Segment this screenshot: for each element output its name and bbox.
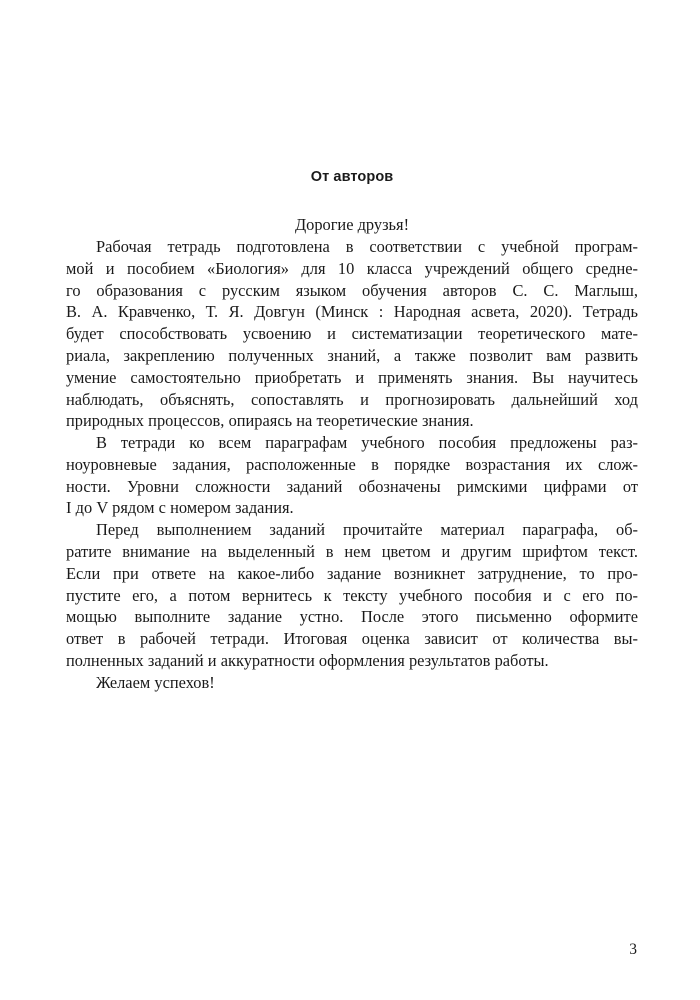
text-line: полненных заданий и аккуратности оформления результатов работы. — [66, 651, 549, 671]
paragraph-levels — [66, 432, 638, 519]
text-line: I до V рядом с номером задания. — [66, 498, 294, 518]
text-line: Желаем успехов! — [96, 672, 215, 692]
text-line: ответ в рабочей тетради. Итоговая оценка зависит от количества вы- — [66, 629, 638, 649]
text-line: ноуровневые задания, расположенные в порядке возрастания их слож- — [66, 454, 638, 474]
paragraph-intro — [66, 236, 638, 432]
salutation-line: Дорогие друзья! — [294, 215, 410, 235]
text-line: умение самостоятельно приобретать и применять знания. Вы научитесь — [66, 367, 638, 387]
text-line: ратите внимание на выделенный в нем цветом и другим шрифтом текст. — [66, 542, 638, 562]
text-line: мой и пособием «Биология» для 10 класса учреждений общего средне- — [66, 258, 638, 278]
page-content — [66, 168, 638, 694]
text-line: будет способствовать усвоению и систематизации теоретического мате- — [66, 324, 638, 344]
text-line: В тетради ко всем параграфам учебного пособия предложены раз- — [96, 433, 638, 453]
text-line: природных процессов, опираясь на теоретические знания. — [66, 411, 474, 431]
text-line: Рабочая тетрадь подготовлена в соответствии с учебной програм- — [96, 236, 638, 256]
page-number: 3 — [629, 940, 637, 958]
text-line: мощью выполните задание устно. После этого письменно оформите — [66, 607, 638, 627]
text-line: Перед выполнением заданий прочитайте материал параграфа, об- — [96, 520, 638, 540]
paragraph-instructions — [66, 519, 638, 672]
text-line: ности. Уровни сложности заданий обозначены римскими цифрами от — [66, 476, 638, 496]
text-line: наблюдать, объяснять, сопоставлять и прогнозировать дальнейший ход — [66, 389, 638, 409]
text-line: риала, закреплению полученных знаний, а также позволит вам развить — [66, 345, 638, 365]
page-title: От авторов — [310, 169, 394, 185]
text-line: пустите его, а потом вернитесь к тексту учебного пособия и с его по- — [66, 585, 638, 605]
text-line: Если при ответе на какое-либо задание возникнет затруднение, то про- — [66, 563, 638, 583]
text-line: го образования с русским языком обучения авторов С. С. Маглыш, — [66, 280, 638, 300]
text-line: В. А. Кравченко, Т. Я. Довгун (Минск : Народная асвета, 2020). Тетрадь — [66, 302, 638, 322]
paragraph-closing — [66, 672, 638, 694]
